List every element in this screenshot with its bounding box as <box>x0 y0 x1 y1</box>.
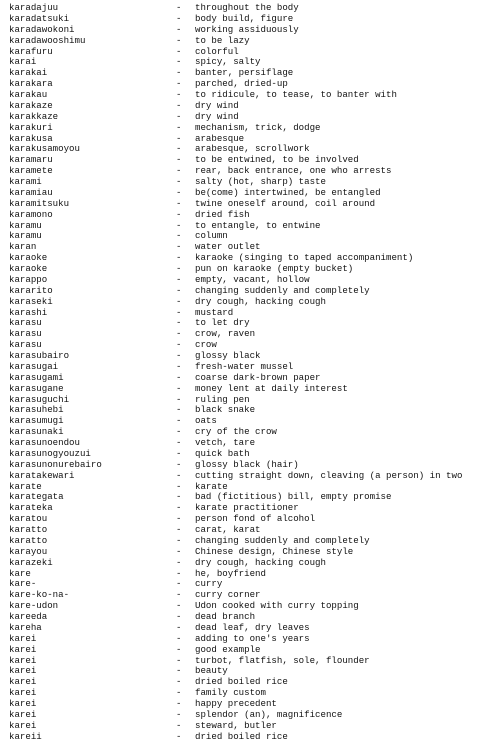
entry-term: karei <box>9 632 37 644</box>
entry-separator: - <box>176 197 182 209</box>
entry-term: karei <box>9 687 37 699</box>
entry-term: karamete <box>9 165 53 177</box>
dictionary-entry <box>9 384 489 395</box>
entry-term: karamitsuku <box>9 197 70 209</box>
entry-definition: pun on karaoke (empty bucket) <box>195 263 354 274</box>
entry-term: karei <box>9 654 37 666</box>
entry-term: karayou <box>9 545 48 557</box>
entry-definition: to be lazy <box>195 34 250 46</box>
entry-separator: - <box>176 698 182 709</box>
entry-definition: dried boiled rice <box>195 730 288 742</box>
entry-separator: - <box>176 273 182 285</box>
entry-definition: curry corner <box>195 589 261 601</box>
entry-term: karasugane <box>9 382 64 394</box>
entry-term: karei <box>9 708 37 720</box>
entry-term: kareeda <box>9 611 48 622</box>
entry-definition: dry wind <box>195 99 239 111</box>
entry-term: kare <box>9 567 31 579</box>
entry-separator: - <box>176 665 182 677</box>
entry-separator: - <box>176 23 182 35</box>
entry-separator: - <box>176 404 182 416</box>
entry-separator: - <box>176 78 182 90</box>
entry-separator: - <box>176 676 182 688</box>
entry-term: karafuru <box>9 45 53 57</box>
entry-definition: happy precedent <box>195 698 277 709</box>
dictionary-entry <box>9 123 489 134</box>
entry-separator: - <box>176 67 182 79</box>
entry-term: kare-ko-na- <box>9 589 70 601</box>
entry-separator: - <box>176 89 182 100</box>
entry-term: karasumugi <box>9 415 64 427</box>
dictionary-entry <box>9 732 489 743</box>
entry-definition: karate <box>195 480 228 492</box>
entry-definition: crow <box>195 339 217 351</box>
entry-definition: person fond of alcohol <box>195 513 316 525</box>
entry-term: karei <box>9 665 37 677</box>
dictionary-entry <box>9 666 489 677</box>
dictionary-entry <box>9 721 489 732</box>
dictionary-entry <box>9 677 489 688</box>
entry-definition: mechanism, trick, dodge <box>195 121 321 133</box>
dictionary-entry <box>9 373 489 384</box>
entry-definition: working assiduously <box>195 23 299 35</box>
entry-definition: adding to one's years <box>195 632 310 644</box>
entry-definition: cry of the crow <box>195 426 277 438</box>
entry-separator: - <box>176 339 182 351</box>
entry-definition: karate practitioner <box>195 502 299 514</box>
entry-definition: steward, butler <box>195 719 277 731</box>
entry-separator: - <box>176 708 182 720</box>
dictionary-entry <box>9 547 489 558</box>
entry-definition: bad (fictitious) bill, empty promise <box>195 491 392 503</box>
entry-definition: good example <box>195 643 261 655</box>
entry-term: karasuhebi <box>9 404 64 416</box>
entry-term: karamu <box>9 219 42 231</box>
entry-definition: rear, back entrance, one who arrests <box>195 165 392 177</box>
entry-definition: carat, karat <box>195 524 261 535</box>
entry-definition: dry wind <box>195 110 239 122</box>
entry-term: karate <box>9 480 42 492</box>
entry-separator: - <box>176 654 182 666</box>
entry-term: karakusamoyou <box>9 143 80 155</box>
dictionary-entry <box>9 569 489 580</box>
dictionary-entry <box>9 297 489 308</box>
entry-term: karamu <box>9 230 42 242</box>
entry-separator: - <box>176 186 182 198</box>
entry-separator: - <box>176 600 182 612</box>
entry-term: karateka <box>9 502 53 514</box>
dictionary-entry <box>9 710 489 721</box>
entry-definition: water outlet <box>195 241 261 253</box>
entry-separator: - <box>176 611 182 622</box>
entry-definition: dry cough, hacking cough <box>195 295 326 307</box>
entry-definition: money lent at daily interest <box>195 382 348 394</box>
entry-term: karamaru <box>9 154 53 166</box>
entry-separator: - <box>176 545 182 557</box>
entry-separator: - <box>176 480 182 492</box>
entry-separator: - <box>176 469 182 481</box>
dictionary-entry <box>9 221 489 232</box>
dictionary-entry <box>9 36 489 47</box>
entry-term: karappo <box>9 273 48 285</box>
entry-separator: - <box>176 382 182 394</box>
entry-separator: - <box>176 371 182 383</box>
entry-definition: arabesque <box>195 132 245 144</box>
entry-definition: glossy black <box>195 350 261 361</box>
entry-term: karasu <box>9 317 42 329</box>
dictionary-entry <box>9 699 489 710</box>
entry-term: karakara <box>9 78 53 90</box>
entry-definition: changing suddenly and completely <box>195 284 370 296</box>
entry-definition: he, boyfriend <box>195 567 266 579</box>
entry-definition: dead branch <box>195 611 256 622</box>
entry-term: karaoke <box>9 252 48 264</box>
entry-term: karaoke <box>9 263 48 274</box>
entry-separator: - <box>176 165 182 177</box>
entry-definition: to let dry <box>195 317 250 329</box>
entry-term: karadatsuki <box>9 12 70 24</box>
dictionary-entry <box>9 460 489 471</box>
entry-separator: - <box>176 524 182 535</box>
entry-separator: - <box>176 328 182 340</box>
dictionary-entry <box>9 558 489 569</box>
dictionary-entry <box>9 634 489 645</box>
entry-definition: dried boiled rice <box>195 676 288 688</box>
entry-term: karei <box>9 676 37 688</box>
entry-separator: - <box>176 719 182 731</box>
dictionary-entry <box>9 90 489 101</box>
entry-separator: - <box>176 34 182 46</box>
entry-definition: quick bath <box>195 447 250 459</box>
entry-definition: salty (hot, sharp) taste <box>195 176 326 187</box>
entry-definition: crow, raven <box>195 328 256 340</box>
entry-term: karategata <box>9 491 64 503</box>
entry-separator: - <box>176 578 182 590</box>
entry-separator: - <box>176 12 182 24</box>
entry-definition: be(come) intertwined, be entangled <box>195 186 381 198</box>
entry-definition: empty, vacant, hollow <box>195 273 310 285</box>
entry-term: kare- <box>9 578 37 590</box>
entry-separator: - <box>176 350 182 361</box>
entry-separator: - <box>176 556 182 568</box>
dictionary-entry <box>9 286 489 297</box>
entry-term: karasunaki <box>9 426 64 438</box>
entry-separator: - <box>176 730 182 742</box>
entry-term: kare-udon <box>9 600 59 612</box>
entry-term: karazeki <box>9 556 53 568</box>
entry-definition: parched, dried-up <box>195 78 288 90</box>
entry-term: karei <box>9 643 37 655</box>
entry-term: karashi <box>9 306 48 318</box>
entry-term: karasuguchi <box>9 393 70 405</box>
entry-definition: black snake <box>195 404 256 416</box>
entry-definition: cutting straight down, cleaving (a person) in two <box>195 469 463 481</box>
entry-definition: banter, persiflage <box>195 67 294 79</box>
entry-term: karakai <box>9 67 48 79</box>
entry-term: karasugai <box>9 360 59 372</box>
entry-definition: Udon cooked with curry topping <box>195 600 359 612</box>
entry-definition: splendor (an), magnificence <box>195 708 343 720</box>
entry-separator: - <box>176 589 182 601</box>
entry-term: karaseki <box>9 295 53 307</box>
entry-definition: curry <box>195 578 223 590</box>
entry-separator: - <box>176 426 182 438</box>
entry-definition: to be entwined, to be involved <box>195 154 359 166</box>
entry-term: karai <box>9 56 37 68</box>
entry-term: karadawooshimu <box>9 34 86 46</box>
entry-definition: spicy, salty <box>195 56 261 68</box>
entry-term: karatakewari <box>9 469 75 481</box>
entry-separator: - <box>176 241 182 253</box>
dictionary-entry <box>9 656 489 667</box>
entry-separator: - <box>176 176 182 187</box>
entry-term: karei <box>9 719 37 731</box>
entry-separator: - <box>176 415 182 427</box>
entry-definition: ruling pen <box>195 393 250 405</box>
entry-term: karasugami <box>9 371 64 383</box>
entry-term: karatto <box>9 534 48 546</box>
entry-definition: colorful <box>195 45 239 57</box>
dictionary-entry <box>9 688 489 699</box>
entry-definition: twine oneself around, coil around <box>195 197 376 209</box>
entry-definition: dried fish <box>195 208 250 220</box>
entry-definition: turbot, flatfish, sole, flounder <box>195 654 370 666</box>
entry-separator: - <box>176 513 182 525</box>
entry-separator: - <box>176 56 182 68</box>
entry-term: karakkaze <box>9 110 59 122</box>
dictionary-entry <box>9 471 489 482</box>
entry-separator: - <box>176 132 182 144</box>
entry-term: karasu <box>9 339 42 351</box>
entry-term: karadawokoni <box>9 23 75 35</box>
entry-definition: to ridicule, to tease, to banter with <box>195 89 397 100</box>
entry-term: karakaze <box>9 99 53 111</box>
entry-definition: dry cough, hacking cough <box>195 556 326 568</box>
entry-term: kararito <box>9 284 53 296</box>
entry-separator: - <box>176 121 182 133</box>
entry-separator: - <box>176 393 182 405</box>
entry-definition: family custom <box>195 687 266 699</box>
entry-separator: - <box>176 110 182 122</box>
dictionary-entry <box>9 25 489 36</box>
entry-term: karakuri <box>9 121 53 133</box>
entry-separator: - <box>176 154 182 166</box>
entry-separator: - <box>176 143 182 155</box>
entry-term: karasunogyouzui <box>9 447 91 459</box>
entry-separator: - <box>176 491 182 503</box>
entry-separator: - <box>176 317 182 329</box>
entry-definition: fresh-water mussel <box>195 360 294 372</box>
entry-term: karasu <box>9 328 42 340</box>
dictionary-entry <box>9 210 489 221</box>
entry-term: karadajuu <box>9 2 59 13</box>
entry-definition: changing suddenly and completely <box>195 534 370 546</box>
entry-term: kareii <box>9 730 42 742</box>
entry-definition: column <box>195 230 228 242</box>
entry-term: karatto <box>9 524 48 535</box>
entry-list <box>9 3 489 743</box>
entry-definition: coarse dark-brown paper <box>195 371 321 383</box>
entry-separator: - <box>176 306 182 318</box>
entry-term: karasunonurebairo <box>9 458 102 470</box>
entry-separator: - <box>176 534 182 546</box>
dictionary-entry <box>9 645 489 656</box>
entry-term: karamono <box>9 208 53 220</box>
entry-separator: - <box>176 252 182 264</box>
entry-separator: - <box>176 437 182 448</box>
entry-definition: vetch, tare <box>195 437 256 448</box>
entry-separator: - <box>176 45 182 57</box>
entry-separator: - <box>176 295 182 307</box>
entry-separator: - <box>176 2 182 13</box>
entry-definition: body build, figure <box>195 12 294 24</box>
entry-separator: - <box>176 458 182 470</box>
entry-term: karamiau <box>9 186 53 198</box>
entry-definition: mustard <box>195 306 234 318</box>
dictionary-entry <box>9 329 489 340</box>
entry-term: kareha <box>9 621 42 633</box>
entry-definition: throughout the body <box>195 2 299 13</box>
entry-term: karatou <box>9 513 48 525</box>
entry-term: karei <box>9 698 37 709</box>
dictionary-entry <box>9 101 489 112</box>
dictionary-entry <box>9 199 489 210</box>
entry-separator: - <box>176 230 182 242</box>
entry-separator: - <box>176 643 182 655</box>
entry-definition: Chinese design, Chinese style <box>195 545 354 557</box>
entry-separator: - <box>176 687 182 699</box>
entry-separator: - <box>176 621 182 633</box>
entry-separator: - <box>176 284 182 296</box>
entry-separator: - <box>176 219 182 231</box>
dictionary-entry <box>9 405 489 416</box>
entry-definition: beauty <box>195 665 228 677</box>
entry-definition: oats <box>195 415 217 427</box>
entry-separator: - <box>176 447 182 459</box>
entry-separator: - <box>176 567 182 579</box>
entry-separator: - <box>176 99 182 111</box>
entry-term: karasubairo <box>9 350 70 361</box>
entry-separator: - <box>176 208 182 220</box>
entry-separator: - <box>176 360 182 372</box>
entry-separator: - <box>176 502 182 514</box>
entry-definition: dead leaf, dry leaves <box>195 621 310 633</box>
entry-term: karami <box>9 176 42 187</box>
entry-separator: - <box>176 263 182 274</box>
entry-definition: to entangle, to entwine <box>195 219 321 231</box>
dictionary-entry <box>9 112 489 123</box>
entry-definition: glossy black (hair) <box>195 458 299 470</box>
entry-term: karasunoendou <box>9 437 80 448</box>
entry-term: karan <box>9 241 37 253</box>
entry-separator: - <box>176 632 182 644</box>
entry-term: karakau <box>9 89 48 100</box>
entry-term: karakusa <box>9 132 53 144</box>
entry-definition: karaoke (singing to taped accompaniment) <box>195 252 414 264</box>
entry-definition: arabesque, scrollwork <box>195 143 310 155</box>
